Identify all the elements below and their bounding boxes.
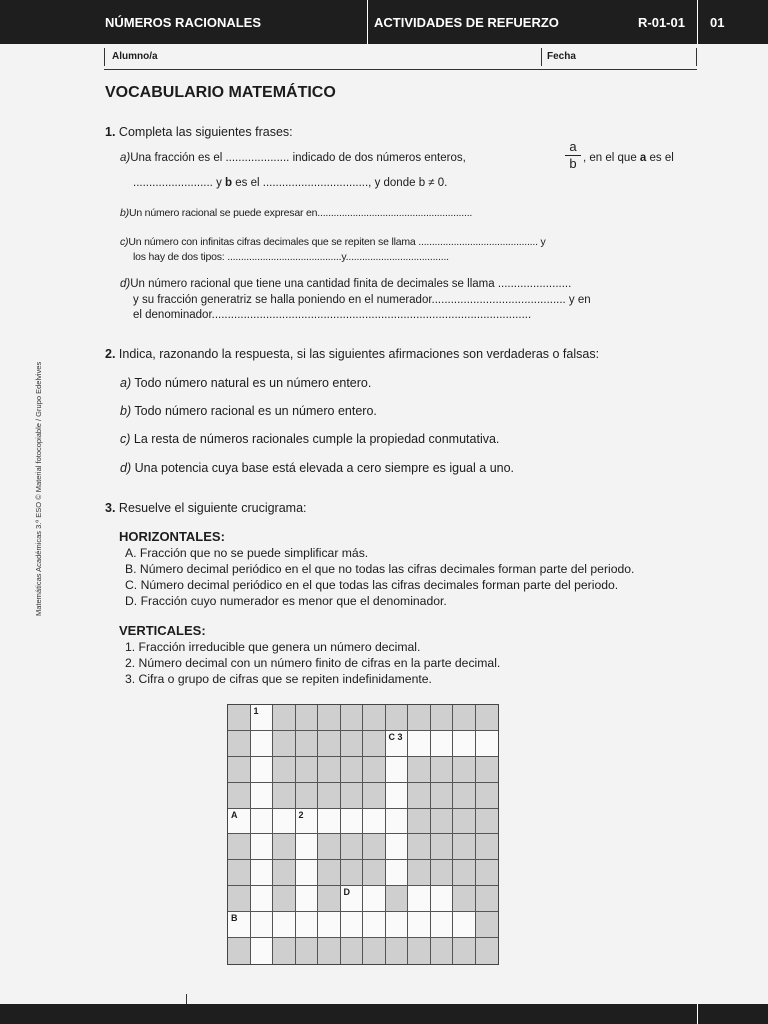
crossword-cell <box>453 705 476 731</box>
crossword-cell[interactable] <box>386 757 409 783</box>
crossword-cell <box>431 834 454 860</box>
crossword-cell <box>476 912 499 938</box>
crossword-cell <box>408 834 431 860</box>
crossword-cell[interactable] <box>251 783 274 809</box>
item-text: Un número racional que tiene una cantidad finita de decimales se llama ....................... <box>130 278 572 290</box>
clue-item: A. Fracción que no se puede simplificar más. <box>125 546 369 560</box>
item-marker: a) <box>120 152 131 164</box>
crossword-cell <box>408 938 431 964</box>
clue-item: B. Número decimal periódico en el que no todas las cifras decimales forman parte del periodo. <box>125 562 635 576</box>
crossword-cell <box>296 705 319 731</box>
footer-bar <box>0 1004 768 1024</box>
item-text: La resta de números racionales cumple la propiedad conmutativa. <box>133 432 500 446</box>
crossword-cell[interactable] <box>296 809 319 835</box>
crossword-cell <box>476 886 499 912</box>
item-marker: d) <box>120 278 131 290</box>
crossword-cell <box>453 860 476 886</box>
crossword-cell[interactable] <box>431 912 454 938</box>
crossword-cell <box>228 938 251 964</box>
bold-variable: a <box>639 152 647 164</box>
crossword-cell <box>431 860 454 886</box>
crossword-cell <box>431 938 454 964</box>
crossword-cell <box>386 938 409 964</box>
crossword-cell <box>476 809 499 835</box>
crossword-cell <box>341 783 364 809</box>
crossword-cell <box>318 705 341 731</box>
crossword-cell <box>363 938 386 964</box>
crossword-cell[interactable] <box>251 860 274 886</box>
crossword-cell <box>318 757 341 783</box>
worksheet-code: R-01-01 <box>638 14 685 30</box>
crossword-clue-label: 2 <box>298 809 304 820</box>
crossword-cell[interactable] <box>386 912 409 938</box>
crossword-cell <box>296 757 319 783</box>
crossword-cell[interactable] <box>251 809 274 835</box>
crossword-cell[interactable] <box>408 731 431 757</box>
exercise-2-prompt <box>105 347 599 362</box>
exercise-1c-line1 <box>120 235 546 250</box>
student-info-row <box>104 44 697 70</box>
crossword-cell <box>363 860 386 886</box>
page-number: 01 <box>710 14 725 30</box>
crossword-cell <box>363 731 386 757</box>
crossword-cell <box>228 886 251 912</box>
crossword-cell[interactable] <box>273 809 296 835</box>
crossword-cell <box>476 783 499 809</box>
item-text: Una potencia cuya base está elevada a cero siempre es igual a uno. <box>134 461 515 475</box>
crossword-cell[interactable] <box>408 886 431 912</box>
crossword-cell <box>273 860 296 886</box>
bold-variable: b <box>225 177 233 189</box>
crossword-clue-label: B <box>231 913 238 924</box>
horizontal-clues-title: HORIZONTALES: <box>119 529 225 544</box>
crossword-cell[interactable] <box>341 886 364 912</box>
crossword-cell <box>296 731 319 757</box>
crossword-cell[interactable] <box>386 860 409 886</box>
crossword-cell <box>476 860 499 886</box>
crossword-cell <box>228 834 251 860</box>
crossword-cell <box>318 886 341 912</box>
crossword-cell <box>273 783 296 809</box>
crossword-cell <box>341 860 364 886</box>
topic-title: NÚMEROS RACIONALES <box>105 14 262 30</box>
item-text: Un número con infinitas cifras decimales que se repiten se llama ............................................ y <box>128 236 546 248</box>
item-text: es el <box>646 152 674 164</box>
item-marker: a) <box>120 376 132 390</box>
item-text: Todo número racional es un número entero. <box>134 404 377 418</box>
crossword-cell <box>273 938 296 964</box>
crossword-cell <box>386 705 409 731</box>
crossword-cell <box>341 705 364 731</box>
exercise-1a-line1-end <box>583 151 674 166</box>
crossword-cell[interactable] <box>431 886 454 912</box>
crossword-cell <box>431 783 454 809</box>
header-bar <box>0 0 768 44</box>
exercise-2b <box>120 404 377 419</box>
crossword-cell <box>408 783 431 809</box>
crossword-cell <box>408 705 431 731</box>
date-label: Fecha <box>547 51 576 62</box>
exercise-2a <box>120 376 371 391</box>
clue-item: D. Fracción cuyo numerador es menor que el denominador. <box>125 594 447 608</box>
crossword-cell[interactable] <box>296 886 319 912</box>
crossword-cell <box>453 834 476 860</box>
exercise-3-prompt <box>105 501 307 516</box>
item-text: , en el que <box>583 152 640 164</box>
side-copyright: Matemáticas Académicas 3.º ESO © Material fotocopiable / Grupo Edelvives <box>34 361 43 616</box>
crossword-cell <box>318 860 341 886</box>
clue-item: 3. Cifra o grupo de cifras que se repiten indefinidamente. <box>125 672 432 686</box>
crossword-cell <box>431 757 454 783</box>
exercise-1b <box>120 206 472 221</box>
crossword-cell[interactable] <box>386 731 409 757</box>
header-divider <box>697 0 698 44</box>
item-text: ......................... y <box>133 177 226 189</box>
crossword-cell[interactable] <box>251 757 274 783</box>
crossword-cell[interactable] <box>228 912 251 938</box>
crossword-cell[interactable] <box>453 731 476 757</box>
crossword-cell[interactable] <box>431 731 454 757</box>
crossword-cell <box>431 809 454 835</box>
exercise-2d <box>120 461 514 476</box>
exercise-1a-line1 <box>120 151 466 166</box>
crossword-cell <box>476 834 499 860</box>
crossword-cell <box>476 938 499 964</box>
crossword-cell[interactable] <box>296 834 319 860</box>
clue-item: 1. Fracción irreducible que genera un número decimal. <box>125 640 421 654</box>
crossword-cell[interactable] <box>318 912 341 938</box>
crossword-cell[interactable] <box>408 912 431 938</box>
crossword-cell[interactable] <box>341 809 364 835</box>
crossword-cell <box>228 757 251 783</box>
item-marker: c) <box>120 432 131 446</box>
crossword-cell <box>363 783 386 809</box>
item-marker: b) <box>120 404 132 418</box>
exercise-1d-line2: y su fracción generatriz se halla poniendo en el numerador.......................................... y en <box>133 294 591 306</box>
crossword-cell <box>228 705 251 731</box>
exercise-number: 1. <box>105 125 116 139</box>
exercise-1d-line1 <box>120 277 571 292</box>
crossword-cell <box>273 834 296 860</box>
item-marker: c) <box>120 236 129 248</box>
crossword-cell <box>273 886 296 912</box>
crossword-grid <box>227 704 499 965</box>
item-text: Un número racional se puede expresar en......................................................... <box>128 207 473 219</box>
crossword-cell <box>341 757 364 783</box>
crossword-cell <box>453 809 476 835</box>
crossword-cell[interactable] <box>228 809 251 835</box>
crossword-cell[interactable] <box>251 938 274 964</box>
crossword-cell <box>453 757 476 783</box>
field-divider <box>541 48 542 66</box>
crossword-clue-label: 1 <box>253 706 259 716</box>
crossword-cell[interactable] <box>363 886 386 912</box>
crossword-cell[interactable] <box>363 809 386 835</box>
exercise-1c-line2: los hay de dos tipos: ..........................................y...................................... <box>133 251 449 263</box>
crossword-cell <box>341 834 364 860</box>
crossword-cell <box>273 731 296 757</box>
crossword-cell <box>408 757 431 783</box>
exercise-1-prompt <box>105 125 293 140</box>
item-marker: b) <box>120 207 129 219</box>
item-marker: d) <box>120 461 132 475</box>
exercise-text: Completa las siguientes frases: <box>118 125 293 139</box>
crossword-cell <box>296 783 319 809</box>
exercise-2c <box>120 432 499 447</box>
crossword-cell <box>341 731 364 757</box>
exercise-1d-line3: el denominador.................................................................................................... <box>133 309 532 321</box>
crossword-cell <box>341 938 364 964</box>
crossword-cell <box>363 705 386 731</box>
vertical-clues <box>119 623 500 687</box>
crossword-cell <box>228 860 251 886</box>
crossword-cell <box>386 886 409 912</box>
crossword-cell <box>453 938 476 964</box>
crossword-cell <box>408 809 431 835</box>
clue-item: 2. Número decimal con un número finito de cifras en la parte decimal. <box>125 656 501 670</box>
item-text: es el ................................., y donde b ≠ 0. <box>232 177 448 189</box>
crossword-cell <box>363 757 386 783</box>
crossword-cell[interactable] <box>386 834 409 860</box>
student-name-label: Alumno/a <box>112 51 158 62</box>
exercise-text: Indica, razonando la respuesta, si las siguientes afirmaciones son verdaderas o falsas: <box>118 347 600 361</box>
header-divider <box>367 0 368 44</box>
crossword-cell <box>363 834 386 860</box>
crossword-cell <box>476 757 499 783</box>
crossword-cell[interactable] <box>251 886 274 912</box>
crossword-cell[interactable] <box>453 912 476 938</box>
crossword-cell <box>453 886 476 912</box>
fraction-a-over-b <box>565 140 581 171</box>
clue-item: C. Número decimal periódico en el que todas las cifras decimales forman parte del periodo. <box>125 578 619 592</box>
footer-divider <box>697 1004 698 1024</box>
crossword-cell[interactable] <box>251 912 274 938</box>
fraction-denominator: b <box>569 156 577 171</box>
footer-tick <box>186 994 187 1004</box>
item-text: Todo número natural es un número entero. <box>134 376 372 390</box>
crossword-cell <box>228 731 251 757</box>
exercise-number: 2. <box>105 347 116 361</box>
crossword-clue-label: D <box>343 887 350 898</box>
page-title: VOCABULARIO MATEMÁTICO <box>105 84 336 101</box>
crossword-cell[interactable] <box>476 731 499 757</box>
exercise-1a-line2 <box>133 176 447 191</box>
crossword-cell[interactable] <box>386 783 409 809</box>
crossword-cell <box>318 731 341 757</box>
crossword-cell[interactable] <box>386 809 409 835</box>
horizontal-clues <box>119 529 634 609</box>
crossword-clue-label: C 3 <box>388 731 403 742</box>
field-divider <box>104 48 105 66</box>
crossword-cell <box>296 938 319 964</box>
crossword-cell[interactable] <box>296 912 319 938</box>
crossword-cell[interactable] <box>251 731 274 757</box>
crossword-cell <box>273 705 296 731</box>
field-underline <box>104 69 697 70</box>
crossword-cell[interactable] <box>296 860 319 886</box>
exercise-number: 3. <box>105 501 116 515</box>
section-title: ACTIVIDADES DE REFUERZO <box>374 14 559 30</box>
vertical-clues-title: VERTICALES: <box>119 623 206 638</box>
crossword-cell <box>408 860 431 886</box>
exercise-text: Resuelve el siguiente crucigrama: <box>118 501 307 515</box>
crossword-cell <box>273 757 296 783</box>
crossword-cell[interactable] <box>251 705 274 731</box>
crossword-cell <box>318 783 341 809</box>
fraction-numerator: a <box>569 139 577 154</box>
field-divider <box>696 48 697 66</box>
crossword-cell <box>476 705 499 731</box>
crossword-cell <box>228 783 251 809</box>
crossword-cell[interactable] <box>273 912 296 938</box>
crossword-clue-label: A <box>231 809 238 820</box>
crossword-cell[interactable] <box>251 834 274 860</box>
crossword-cell[interactable] <box>318 809 341 835</box>
item-text: Una fracción es el .................... indicado de dos números enteros, <box>130 152 466 164</box>
crossword-cell <box>318 834 341 860</box>
crossword-cell <box>431 705 454 731</box>
crossword-cell[interactable] <box>363 912 386 938</box>
crossword-cell <box>318 938 341 964</box>
crossword-cell <box>453 783 476 809</box>
crossword-cell[interactable] <box>341 912 364 938</box>
